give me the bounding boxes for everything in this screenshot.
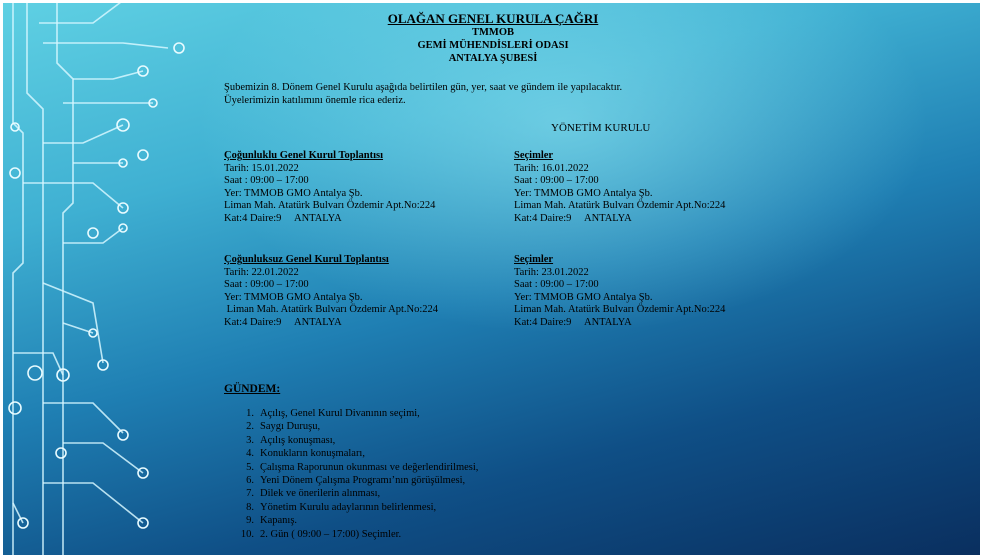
meeting-block-2 bbox=[514, 150, 725, 226]
intro-paragraph bbox=[224, 82, 824, 107]
agenda-item-text: Açılış konuşması, bbox=[260, 434, 336, 446]
agenda-item bbox=[224, 501, 478, 514]
meeting-time: Saat : 09:00 – 17:00 bbox=[514, 279, 599, 291]
agenda-title: GÜNDEM: bbox=[224, 383, 281, 395]
intro-line-1: Şubemizin 8. Dönem Genel Kurulu aşağıda belirtilen gün, yer, saat ve gündem ile yapılacaktır. bbox=[224, 82, 623, 93]
agenda-item-number: 7. bbox=[246, 488, 254, 500]
meeting-place: Yer: TMMOB GMO Antalya Şb. bbox=[224, 187, 363, 199]
agenda-item-number: 1. bbox=[246, 408, 254, 419]
agenda-item-number: 5. bbox=[246, 461, 254, 473]
agenda-item-number: 4. bbox=[246, 448, 254, 460]
meeting-block-3 bbox=[224, 254, 438, 330]
agenda-item bbox=[224, 434, 478, 447]
agenda-list bbox=[224, 407, 478, 541]
meeting-block-1 bbox=[224, 150, 435, 226]
agenda-item-number: 8. bbox=[246, 501, 254, 513]
meeting-address: Liman Mah. Atatürk Bulvarı Özdemir Apt.No:224 bbox=[224, 200, 436, 212]
agenda-item-number: 3. bbox=[246, 434, 254, 446]
agenda-item-number: 2. bbox=[246, 421, 254, 433]
meeting-date: Tarih: 16.01.2022 bbox=[514, 162, 589, 174]
slide bbox=[3, 3, 980, 555]
agenda-item-number: 10. bbox=[240, 528, 254, 540]
intro-line-2: Üyelerimizin katılımını önemle rica ederiz. bbox=[224, 94, 406, 106]
agenda-item-text: Açılış, Genel Kurul Divanının seçimi, bbox=[260, 408, 420, 419]
meeting-time: Saat : 09:00 – 17:00 bbox=[224, 279, 309, 291]
agenda-item-text: Konukların konuşmaları, bbox=[260, 448, 365, 460]
meeting-floor: Kat:4 Daire:9 ANTALYA bbox=[224, 316, 342, 328]
document-title: OLAĞAN GENEL KURULA ÇAĞRI bbox=[387, 11, 599, 26]
meeting-floor: Kat:4 Daire:9 ANTALYA bbox=[514, 212, 632, 224]
meeting-place: Yer: TMMOB GMO Antalya Şb. bbox=[514, 187, 653, 199]
agenda-item-number: 6. bbox=[246, 475, 254, 487]
agenda-item bbox=[224, 420, 478, 433]
agenda-item-text: Kapanış. bbox=[260, 515, 298, 527]
meeting-floor: Kat:4 Daire:9 ANTALYA bbox=[514, 316, 632, 328]
meeting-address: Liman Mah. Atatürk Bulvarı Özdemir Apt.No:224 bbox=[514, 304, 726, 316]
agenda-item bbox=[224, 461, 478, 474]
meeting-address: Liman Mah. Atatürk Bulvarı Özdemir Apt.No:224 bbox=[224, 304, 439, 316]
agenda-item-text: Çalışma Raporunun okunması ve değerlendirilmesi, bbox=[260, 461, 479, 473]
agenda-item-text: Dilek ve önerilerin alınması, bbox=[260, 488, 381, 500]
meeting-address: Liman Mah. Atatürk Bulvarı Özdemir Apt.No:224 bbox=[514, 200, 726, 212]
meeting-date: Tarih: 22.01.2022 bbox=[224, 266, 299, 278]
agenda-item-text: Yeni Dönem Çalışma Programı’nın görüşülmesi, bbox=[260, 475, 466, 487]
meeting-date: Tarih: 15.01.2022 bbox=[224, 162, 299, 174]
agenda-item-text: Yönetim Kurulu adaylarının belirlenmesi, bbox=[260, 501, 437, 513]
signature: YÖNETİM KURULU bbox=[551, 122, 651, 134]
meeting-time: Saat : 09:00 – 17:00 bbox=[514, 175, 599, 187]
meeting-heading: Seçimler bbox=[514, 254, 554, 265]
meeting-block-4 bbox=[514, 254, 725, 330]
meeting-floor: Kat:4 Daire:9 ANTALYA bbox=[224, 212, 342, 224]
org-line-1: TMMOB bbox=[472, 27, 514, 38]
agenda-item bbox=[224, 407, 478, 420]
agenda-item bbox=[224, 487, 478, 500]
agenda-item bbox=[224, 474, 478, 487]
agenda-item bbox=[224, 447, 478, 460]
agenda-item bbox=[224, 514, 478, 527]
meeting-place: Yer: TMMOB GMO Antalya Şb. bbox=[514, 291, 653, 303]
org-line-3: ANTALYA ŞUBESİ bbox=[448, 53, 538, 64]
meeting-place: Yer: TMMOB GMO Antalya Şb. bbox=[224, 291, 363, 303]
meeting-heading: Seçimler bbox=[514, 150, 554, 161]
meeting-heading: Çoğunluksuz Genel Kurul Toplantısı bbox=[224, 254, 389, 265]
meeting-date: Tarih: 23.01.2022 bbox=[514, 266, 589, 278]
agenda-item-text: Saygı Duruşu, bbox=[260, 421, 321, 433]
meeting-heading: Çoğunluklu Genel Kurul Toplantısı bbox=[224, 150, 384, 161]
agenda-item bbox=[224, 528, 478, 541]
meeting-time: Saat : 09:00 – 17:00 bbox=[224, 175, 309, 187]
agenda-item-number: 9. bbox=[246, 515, 254, 527]
org-line-2: GEMİ MÜHENDİSLERİ ODASI bbox=[417, 40, 569, 51]
agenda-item-text: 2. Gün ( 09:00 – 17:00) Seçimler. bbox=[260, 528, 402, 540]
circuit-board-decoration bbox=[3, 3, 203, 555]
